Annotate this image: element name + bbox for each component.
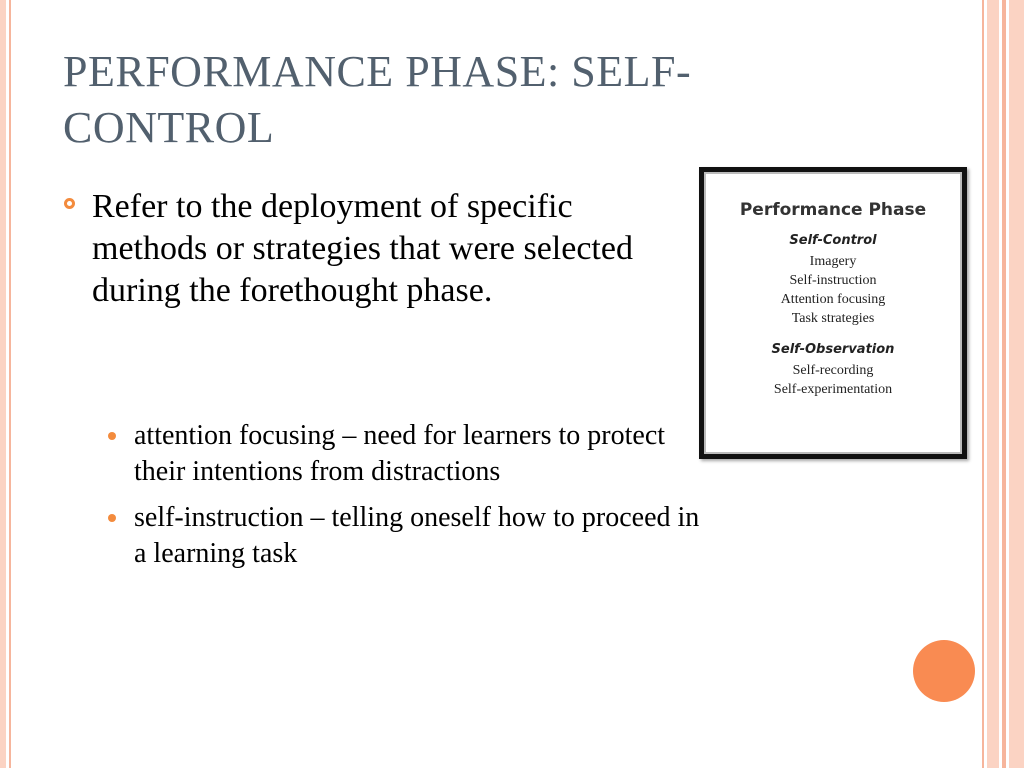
- figure-section-title: Self-Control: [789, 233, 877, 248]
- ring-bullet-icon: [64, 198, 75, 209]
- figure-item: Attention focusing: [780, 292, 886, 307]
- figure-heading: Performance Phase: [739, 200, 927, 220]
- figure-item: Imagery: [809, 254, 857, 269]
- performance-phase-figure: [699, 167, 967, 459]
- right-border-line-2: [1002, 0, 1006, 768]
- figure-item: Self-experimentation: [773, 382, 893, 397]
- sub-bullet-list: [108, 418, 708, 582]
- left-border-stripe: [0, 0, 6, 768]
- sub-bullet-item: [108, 418, 708, 490]
- dot-bullet-icon: [108, 432, 116, 440]
- sub-bullet-text: self-instruction – telling oneself how to proceed in a learning task: [134, 502, 700, 569]
- sub-bullet-text: attention focusing – need for learners to protect their intentions from distractions: [134, 420, 666, 487]
- figure-item: Self-recording: [792, 363, 874, 378]
- dot-bullet-icon: [108, 514, 116, 522]
- right-border-stripe-1: [987, 0, 999, 768]
- figure-item: Task strategies: [791, 311, 875, 326]
- figure-item: Self-instruction: [789, 273, 877, 288]
- figure-section-title: Self-Observation: [771, 342, 895, 357]
- right-border-stripe-2: [1009, 0, 1024, 768]
- sub-bullet-item: [108, 500, 708, 572]
- slide-title: PERFORMANCE PHASE: SELF-CONTROL: [63, 47, 692, 152]
- left-border-line: [9, 0, 11, 768]
- main-bullet: [64, 186, 654, 312]
- right-border-line-1: [982, 0, 984, 768]
- decorative-circle: [913, 640, 975, 702]
- main-bullet-text: Refer to the deployment of specific methods or strategies that were selected during the forethought phase.: [92, 188, 633, 309]
